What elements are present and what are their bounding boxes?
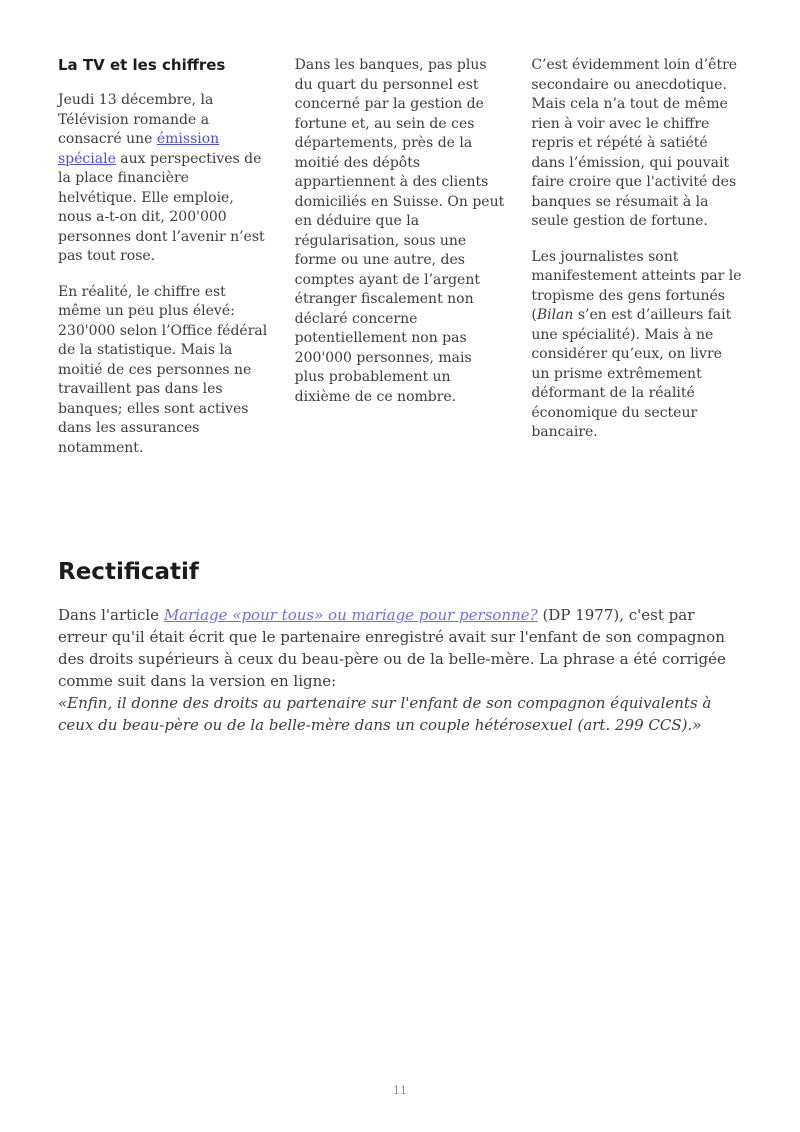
text-run: s’en est d’ailleurs fait une spécialité). Mais à ne considérer qu’eux, on livre un prisme extrêmement déformant de la réalité économique du secteur bancaire. — [531, 307, 732, 440]
article-column-2 — [295, 56, 506, 407]
article-paragraph — [58, 91, 269, 267]
article-paragraph: C’est évidemment loin d’être secondaire ou anecdotique. Mais cela n’a tout de même rien à voir avec le chiffre repris et répété à satiété dans l’émission, qui pouvait faire croire que l'activité des banques se résumait à la seule gestion de fortune. — [531, 57, 738, 229]
article-paragraph: Dans les banques, pas plus du quart du personnel est concerné par la gestion de fortune et, au sein de ces départements, près de la moitié des dépôts appartiennent à des clients domiciliés en Suisse. On peut en déduire que la régularisation, sous une forme ou une autre, des comptes ayant de l’argent étranger fiscalement non déclaré concerne potentiellement non pas 200'000 personnes, mais plus probablement un dixième de ce nombre. — [294, 57, 505, 405]
text-run: Les journalistes sont manifestement atteints par le tropisme des gens fortunés ( — [531, 248, 742, 323]
rectificatif-section-title: Rectificatif — [58, 559, 199, 585]
article-paragraph — [531, 248, 742, 443]
publication-name: Bilan — [536, 307, 574, 323]
text-run: (DP 1977), c'est par erreur qu'il était écrit que le partenaire enregistré avait sur l'enfant de son compagnon des droits supérieurs à ceux du beau-père ou de la belle-mère. La phrase a été corrigée comme suit dans la version en ligne: — [58, 606, 726, 690]
mariage-article-link[interactable]: Mariage «pour tous» ou mariage pour personne? — [163, 606, 538, 624]
page-content — [58, 56, 742, 736]
text-run: Dans l'article — [58, 606, 164, 624]
corrected-quote: «Enfin, il donne des droits au partenaire sur l'enfant de son compagnon équivalents à ceux du beau-père ou de la belle-mère dans un couple hétérosexuel (art. 299 CCS).» — [58, 694, 712, 734]
article-column-3 — [531, 56, 742, 443]
text-run: aux perspectives de la place financière helvétique. Elle emploie, nous a-t-on dit, 200'000 personnes dont l’avenir n’est pas tout rose. — [58, 150, 265, 264]
rectificatif-paragraph — [58, 604, 742, 692]
page-number: 11 — [393, 1084, 407, 1097]
three-column-article — [58, 56, 742, 458]
text-run: Jeudi 13 décembre, la Télévision romande a consacré une — [58, 92, 214, 147]
article-paragraph: En réalité, le chiffre est même un peu plus élevé: 230'000 selon l’Office fédéral de la statistique. Mais la moitié de ces personnes ne travaillent pas dans les banques; elles sont actives dans les assurances notamment. — [58, 283, 268, 456]
article-column-1 — [58, 56, 269, 458]
emission-speciale-link[interactable]: émission spéciale — [58, 131, 220, 167]
article-title: La TV et les chiffres — [58, 56, 226, 74]
